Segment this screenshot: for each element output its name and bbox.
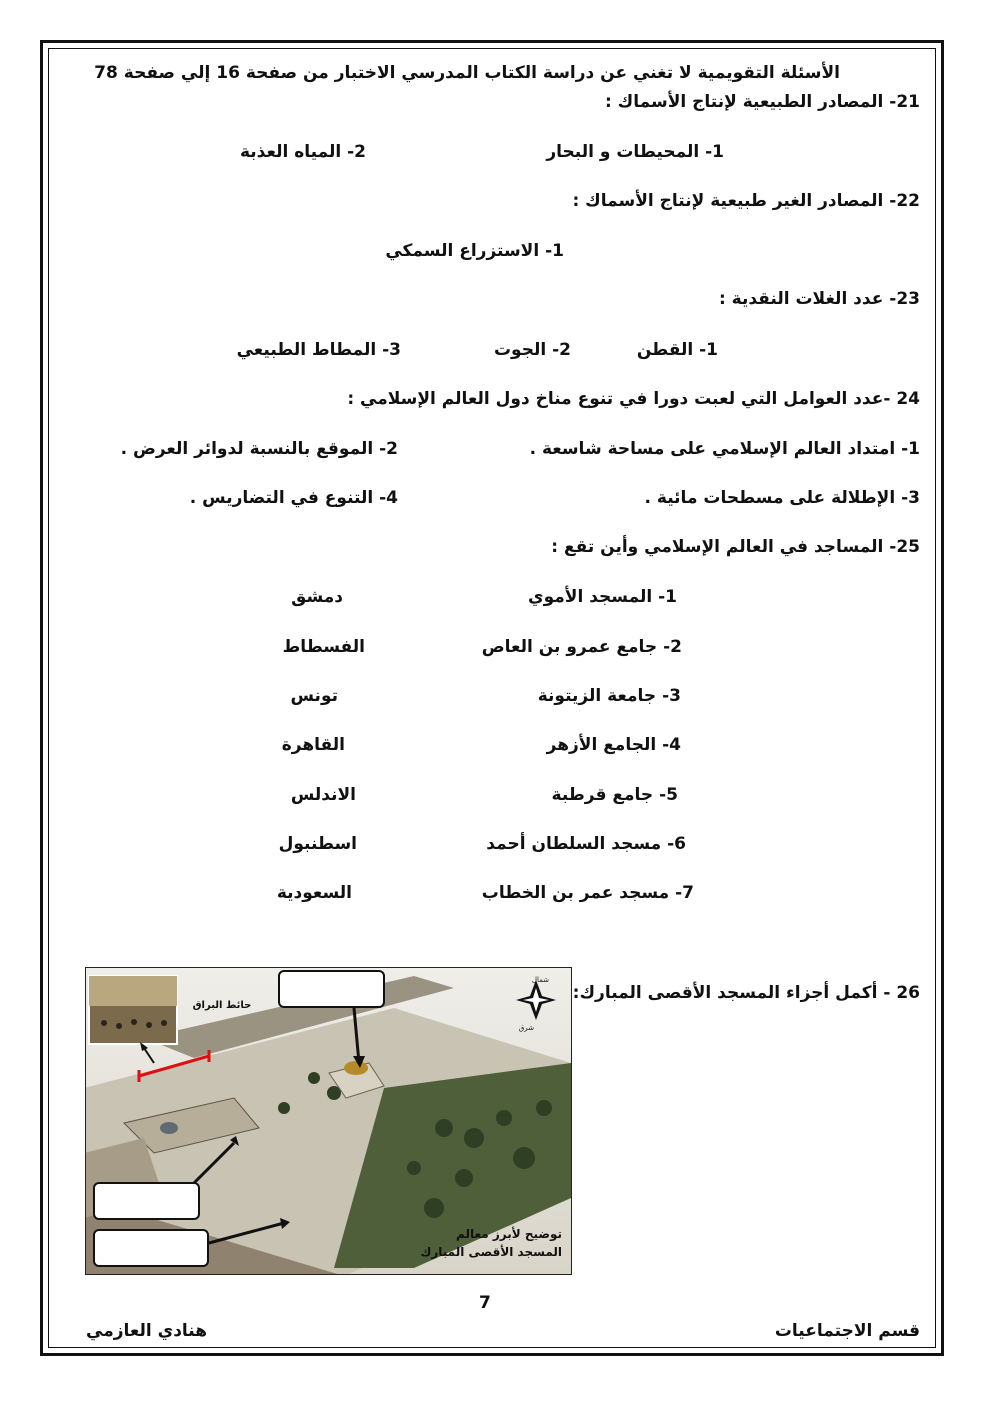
q25-mosque-7: 7- مسجد عمر بن الخطاب [481, 883, 694, 903]
image-caption-line1: توضيح لأبرز معالم [456, 1227, 562, 1241]
q21-answer-1: 1- المحيطات و البحار [546, 142, 724, 162]
q24-answer-3: 3- الإطلالة على مسطحات مائية . [644, 488, 920, 508]
q24-question: 24 -عدد العوامل التي لعبت دورا في تنوع مناخ دول العالم الإسلامي : [347, 389, 920, 409]
q24-answer-2: 2- الموقع بالنسبة لدوائر العرض . [120, 439, 398, 459]
image-caption-line2: المسجد الأقصى المبارك [420, 1245, 562, 1259]
q25-city-6: اسطنبول [278, 834, 357, 854]
footer-author: هنادي العازمي [86, 1321, 208, 1341]
q23-answer-3: 3- المطاط الطبيعي [236, 340, 401, 360]
q22-answer-1: 1- الاستزراع السمكي [385, 241, 564, 261]
q23-answer-1: 1- القطن [636, 340, 718, 360]
q21-question: 21- المصادر الطبيعية لإنتاج الأسماك : [604, 92, 920, 112]
q23-question: 23- عدد الغلات النقدية : [718, 289, 920, 309]
q22-question: 22- المصادر الغير طبيعية لإنتاج الأسماك : [572, 191, 920, 211]
answer-box-dome[interactable] [278, 970, 385, 1008]
q25-mosque-5: 5- جامع قرطبة [551, 785, 678, 805]
q25-city-3: تونس [290, 686, 338, 706]
q21-answer-2: 2- المياه العذبة [239, 142, 366, 162]
page-number: 7 [479, 1293, 491, 1313]
answer-box-courtyard[interactable] [93, 1229, 209, 1267]
q25-city-4: القاهرة [281, 735, 345, 755]
q24-answer-1: 1- امتداد العالم الإسلامي على مساحة شاسعة . [529, 439, 920, 459]
q25-city-2: الفسطاط [282, 637, 365, 657]
q25-city-5: الاندلس [290, 785, 356, 805]
footer-department: قسم الاجتماعيات [774, 1321, 920, 1341]
q25-mosque-4: 4- الجامع الأزهر [546, 735, 681, 755]
header-line: الأسئلة التقويمية لا تغني عن دراسة الكتاب المدرسي الاختبار من صفحة 16 إلي صفحة 78 [94, 63, 840, 83]
q25-city-7: السعودية [276, 883, 352, 903]
q25-mosque-6: 6- مسجد السلطان أحمد [486, 834, 686, 854]
q25-city-1: دمشق [291, 587, 343, 607]
q25-question: 25- المساجد في العالم الإسلامي وأين تقع : [551, 537, 920, 557]
q26-question: 26 - أكمل أجزاء المسجد الأقصى المبارك: [572, 983, 920, 1003]
compass-north-label: شمال [531, 976, 549, 984]
q25-mosque-3: 3- جامعة الزيتونة [537, 686, 681, 706]
q24-answer-4: 4- التنوع في التضاريس . [189, 488, 398, 508]
answer-box-mosque[interactable] [93, 1182, 200, 1220]
compass-east-label: شرق [518, 1024, 534, 1032]
q23-answer-2: 2- الجوت [493, 340, 571, 360]
wall-label: حائط البراق [192, 1000, 252, 1011]
q25-mosque-1: 1- المسجد الأموي [528, 587, 677, 607]
q25-mosque-2: 2- جامع عمرو بن العاص [481, 637, 682, 657]
